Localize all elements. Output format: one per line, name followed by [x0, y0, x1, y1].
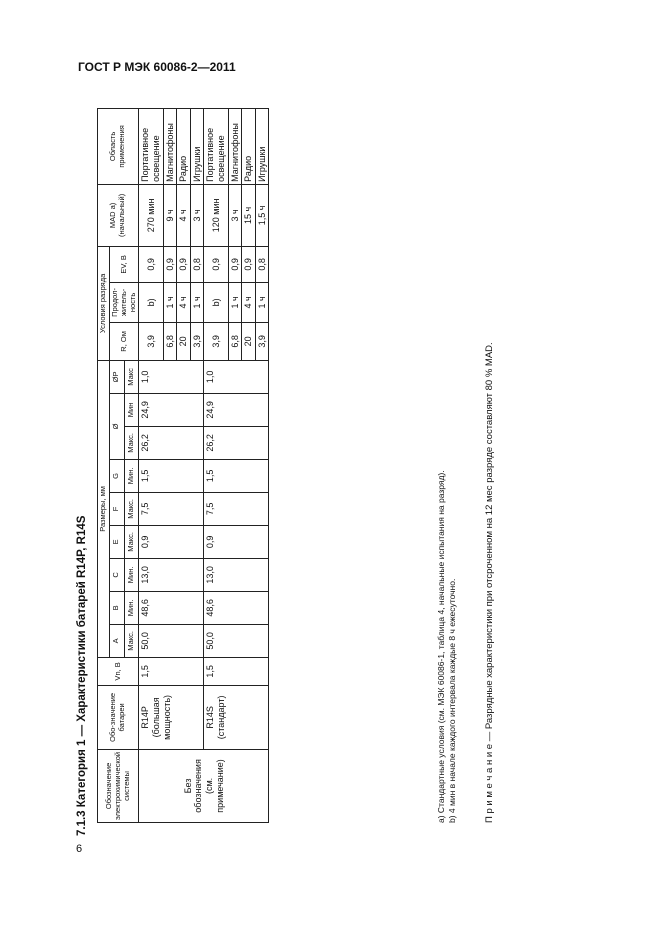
ev-cell: 0,9	[177, 246, 191, 282]
rotated-content	[76, 91, 526, 836]
dim-f-header: F	[109, 492, 124, 525]
dim-g-cell: 1,5	[204, 459, 269, 492]
dim-d-max-cell: 26,2	[139, 426, 204, 459]
a-limit: Макс.	[124, 624, 139, 657]
battery-cell: R14P (большая мощность)	[139, 685, 204, 749]
ev-cell: 0,9	[163, 246, 177, 282]
duration-cell: 4 ч	[177, 282, 191, 322]
dim-c-cell: 13,0	[204, 558, 269, 591]
ev-cell: 0,9	[139, 246, 163, 282]
resistance-cell: 3,9	[255, 322, 269, 360]
mad-cell: 15 ч	[242, 184, 256, 246]
dim-f-cell: 7,5	[204, 492, 269, 525]
application-cell: Радио	[177, 108, 191, 184]
footnote-b: b) 4 мин в начале каждого интервала каждые 8 ч ежесуточно.	[447, 578, 458, 823]
resistance-cell: 6,8	[228, 322, 242, 360]
dim-dp-cell: 1,0	[204, 360, 269, 393]
duration-cell: 4 ч	[242, 282, 256, 322]
dim-c-cell: 13,0	[139, 558, 204, 591]
application-header: Область применения	[98, 108, 139, 184]
mad-cell: 270 мин	[139, 184, 163, 246]
table-row	[204, 108, 228, 822]
duration-cell: 1 ч	[255, 282, 269, 322]
battery-designation-header: Обо-значение батареи	[98, 685, 139, 749]
resistance-cell: 6,8	[163, 322, 177, 360]
resistance-cell: 3,9	[204, 322, 228, 360]
voltage-header: Vn, В	[98, 657, 139, 685]
dimensions-header: Размеры, мм	[98, 360, 110, 657]
voltage-cell: 1,5	[204, 657, 269, 685]
application-cell: Игрушки	[255, 108, 269, 184]
mad-cell: 4 ч	[177, 184, 191, 246]
ev-cell: 0,8	[255, 246, 269, 282]
battery-characteristics-table	[97, 108, 269, 823]
dim-b-cell: 48,6	[204, 591, 269, 624]
dim-dp-header: ØP	[109, 360, 124, 393]
header-row-1	[98, 108, 110, 822]
mad-cell: 120 мин	[204, 184, 228, 246]
ev-cell: 0,9	[242, 246, 256, 282]
application-cell: Магнитофоны	[228, 108, 242, 184]
dim-a-cell: 50,0	[204, 624, 269, 657]
footnotes	[436, 470, 458, 823]
d-min-limit: Мин	[124, 393, 139, 426]
section-caption: 7.1.3 Категория 1 — Характеристики батарей R14P, R14S	[76, 515, 88, 836]
dim-d-header: Ø	[109, 393, 124, 459]
dim-g-header: G	[109, 459, 124, 492]
dim-e-cell: 0,9	[204, 525, 269, 558]
table-note: П р и м е ч а н и е — Разрядные характеристики при отсроченном на 12 мес разряде составляют 80 % MAD.	[484, 342, 495, 823]
dim-g-cell: 1,5	[139, 459, 204, 492]
page-number: 6	[76, 843, 83, 855]
duration-cell: b)	[204, 282, 228, 322]
duration-cell: 1 ч	[190, 282, 204, 322]
resistance-cell: 3,9	[190, 322, 204, 360]
ev-cell: 0,9	[204, 246, 228, 282]
dim-e-header: E	[109, 525, 124, 558]
dim-b-cell: 48,6	[139, 591, 204, 624]
mad-cell: 3 ч	[228, 184, 242, 246]
application-cell: Портативное освещение	[204, 108, 228, 184]
e-limit: Макс.	[124, 525, 139, 558]
ev-header: EV, В	[109, 246, 139, 282]
ev-cell: 0,8	[190, 246, 204, 282]
dim-d-max-cell: 26,2	[204, 426, 269, 459]
duration-cell: 1 ч	[228, 282, 242, 322]
g-limit: Мин.	[124, 459, 139, 492]
mad-cell: 9 ч	[163, 184, 177, 246]
dim-b-header: B	[109, 591, 124, 624]
application-cell: Радио	[242, 108, 256, 184]
footnote-a: a) Стандартные условия (см. МЭК 60086-1, таблица 4, начальные испытания на разряд).	[436, 470, 446, 823]
discharge-header: Условия разряда	[98, 246, 110, 360]
dim-d-min-cell: 24,9	[204, 393, 269, 426]
application-cell: Игрушки	[190, 108, 204, 184]
mad-cell: 1,5 ч	[255, 184, 269, 246]
d-max-limit: Макс.	[124, 426, 139, 459]
document-header: ГОСТ Р МЭК 60086-2—2011	[78, 60, 236, 74]
dim-e-cell: 0,9	[139, 525, 204, 558]
resistance-cell: 3,9	[139, 322, 163, 360]
dim-a-header: A	[109, 624, 124, 657]
battery-cell: R14S (стандарт)	[204, 685, 269, 749]
mad-header: MAD a) (начальный)	[98, 184, 139, 246]
ec-designation-header: Обозначение электрохимической системы	[98, 749, 139, 822]
duration-cell: b)	[139, 282, 163, 322]
dp-limit: Макс	[124, 360, 139, 393]
resistance-cell: 20	[177, 322, 191, 360]
ec-designation-cell: Без обозначения (см. примечание)	[139, 749, 269, 822]
application-cell: Магнитофоны	[163, 108, 177, 184]
mad-cell: 3 ч	[190, 184, 204, 246]
dim-d-min-cell: 24,9	[139, 393, 204, 426]
dim-f-cell: 7,5	[139, 492, 204, 525]
ev-cell: 0,9	[228, 246, 242, 282]
duration-header: Продол-житель-ность	[109, 282, 139, 322]
dim-a-cell: 50,0	[139, 624, 204, 657]
table-row	[139, 108, 163, 822]
application-cell: Портативное освещение	[139, 108, 163, 184]
c-limit: Мин.	[124, 558, 139, 591]
duration-cell: 1 ч	[163, 282, 177, 322]
dim-c-header: C	[109, 558, 124, 591]
resistance-header: R, Ом	[109, 322, 139, 360]
resistance-cell: 20	[242, 322, 256, 360]
b-limit: Мин.	[124, 591, 139, 624]
voltage-cell: 1,5	[139, 657, 204, 685]
dim-dp-cell: 1,0	[139, 360, 204, 393]
f-limit: Макс.	[124, 492, 139, 525]
